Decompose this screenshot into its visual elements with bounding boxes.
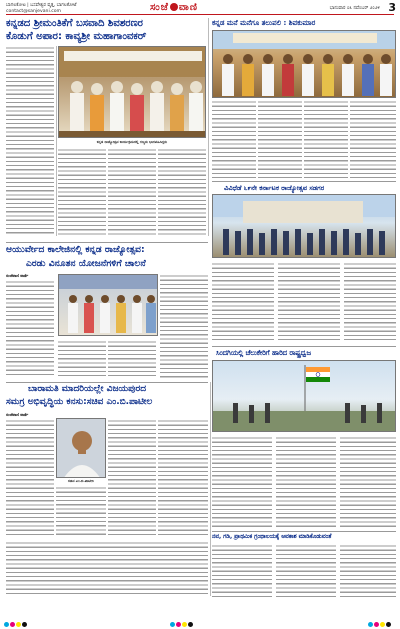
registration-mark: [188, 622, 193, 627]
patil-column-4: [158, 419, 208, 537]
tahsil-photo-illustration: [213, 31, 396, 98]
print-color-marks-center: [170, 612, 194, 629]
college-byline: ಸಂಜೆವಾಣಿ ವಾರ್ತೆ: [6, 273, 29, 278]
basava-photo-illustration: [59, 47, 206, 138]
sindagi-column-2: [276, 436, 336, 528]
college-column-3: [108, 340, 156, 378]
vividha-headline: ವಿವಿಧೆಡೆ ೬೯ನೇ ಕರ್ನಾಟಕ ರಾಜ್ಯೋತ್ಸವ ಸಡಗರ: [224, 184, 325, 192]
basava-photo: [58, 46, 206, 138]
registration-mark: [10, 622, 15, 627]
registration-mark: [386, 622, 391, 627]
patil-photo-caption: ಸಚಿವ ಎಂ.ಬಿ.ಪಾಟೀಲ: [67, 479, 95, 483]
college-headline-1: ಆಯುರ್ವೇದ ಕಾಲೇಜಿನಲ್ಲಿ ಕನ್ನಡ ರಾಜ್ಯೋತ್ಸವ:: [6, 244, 145, 255]
section-rule: [212, 531, 396, 532]
masthead-left: ಸಂಜೆ: [150, 2, 169, 13]
registration-mark: [16, 622, 21, 627]
basava-caption: ಕನ್ನಡ ರಾಜ್ಯೋತ್ಸವ ಕಾರ್ಯಕ್ರಮದಲ್ಲಿ ಗಣ್ಯರು ಭಾಗವಹಿಸಿದ್ದರು: [96, 140, 168, 144]
print-color-marks-right: [368, 612, 392, 629]
college-column-4: [160, 274, 208, 378]
college-photo-illustration: [59, 275, 158, 336]
bottom-column-2: [276, 544, 336, 597]
vividha-photo: [212, 194, 396, 258]
column-divider: [208, 18, 209, 236]
patil-portrait-illustration: [57, 419, 106, 478]
registration-mark: [374, 622, 379, 627]
patil-column-3: [108, 419, 156, 537]
tahsil-column-4: [350, 100, 396, 178]
registration-mark: [176, 622, 181, 627]
basava-column-4: [158, 148, 206, 236]
bottom-column-1: [212, 544, 272, 597]
header-rule: [6, 14, 394, 15]
college-headline-2: ಎರಡು ವಿನೂತನ ಯೋಜನೆಗಳಿಗೆ ಚಾಲನೆ: [26, 258, 146, 269]
page-number: 3: [388, 1, 396, 14]
vividha-column-3: [344, 262, 396, 342]
header-date: ಭಾನುವಾರ ೦೩ ನವೆಂಬರ್ ೨೦೨೪: [329, 6, 380, 11]
section-rule: [6, 382, 208, 383]
vividha-column-2: [278, 262, 340, 342]
vividha-column-1: [212, 262, 274, 342]
sindagi-photo: [212, 360, 396, 432]
patil-column-1: [6, 419, 54, 537]
sindagi-headline: ಸಿಂದಗಿಯಲ್ಲಿ ಚೆಲುಕೇರಿಗೆ ಹಾರಿದ ರಾಷ್ಟ್ರಧ್ವಜ: [216, 349, 311, 357]
registration-mark: [182, 622, 187, 627]
basava-headline-1: ಕನ್ನಡದ ಶ್ರೀಮಂತಿಕೆಗೆ ಬಸವಾದಿ ಶಿವಶರಣರ: [6, 18, 143, 29]
college-column-1: [6, 280, 54, 378]
section-rule: [212, 346, 396, 347]
tahsil-headline: ಕನ್ನಡ ಮನೆ ಮನೆಗೂ ತಲುಪಲಿ : ಶಿವಕುಮಾರ: [212, 19, 316, 27]
patil-photo: [56, 418, 106, 478]
college-photo: [58, 274, 158, 336]
print-color-marks-left: [4, 612, 28, 629]
column-divider: [210, 382, 211, 596]
masthead-eye-icon: [170, 3, 178, 11]
college-column-2: [58, 340, 106, 378]
tahsil-column-1: [212, 100, 256, 178]
registration-mark: [22, 622, 27, 627]
vividha-photo-illustration: [213, 195, 396, 258]
header-line-1: ಬಾಗಲಕೋಟ | ಬಸವೇಶ್ವರ ವೃತ್ತ, ಬಾಗಲಕೋಟೆ: [6, 3, 77, 8]
section-rule: [212, 181, 396, 182]
basava-column-1: [6, 46, 54, 236]
masthead: [150, 2, 198, 13]
patil-column-2: [56, 486, 106, 537]
patil-byline: ಸಂಜೆವಾಣಿ ವಾರ್ತೆ: [6, 412, 29, 417]
patil-headline-2: ಸಮಗ್ರ ಅಭಿವೃದ್ಧಿಯ ಕನಸು:ಸಚಿವ ಎಂ.ಬಿ.ಪಾಟೀಲ: [6, 397, 153, 407]
header-line-2: contact@sanjevani.com: [6, 9, 61, 14]
patil-headline-1: ಬಾರಾಮತಿ ಮಾದರಿಯಲ್ಲೇ ವಿಜಯಪುರದ: [28, 384, 147, 394]
registration-mark: [170, 622, 175, 627]
tahsil-photo: [212, 30, 396, 98]
tahsil-column-3: [304, 100, 348, 178]
bottom-headline: ನವ, ಗಡಿ, ಪ್ರಾಥಮಿಕ ಗ್ರಂಥಾಲಯಕ್ಕೆ ಅವಕಾಶ ಮಾಡಿಕೊಡುವಂತೆ: [212, 534, 332, 540]
registration-mark: [368, 622, 373, 627]
masthead-right: ವಾಣಿ: [178, 2, 198, 13]
basava-headline-2: ಕೊಡುಗೆ ಅಪಾರ: ಕಾವ್ಯಶ್ರೀ ಮಹಾಗಾಂವಕರ್: [6, 31, 147, 42]
registration-mark: [4, 622, 9, 627]
sindagi-column-3: [340, 436, 396, 528]
basava-column-3: [108, 148, 156, 236]
sindagi-column-1: [212, 436, 272, 528]
sindagi-photo-illustration: [213, 361, 396, 432]
basava-column-2: [58, 148, 106, 236]
tahsil-column-2: [258, 100, 302, 178]
patil-column-continued: [6, 541, 208, 597]
bottom-column-3: [340, 544, 396, 597]
registration-mark: [380, 622, 385, 627]
column-divider: [56, 46, 57, 236]
section-rule: [6, 242, 208, 243]
